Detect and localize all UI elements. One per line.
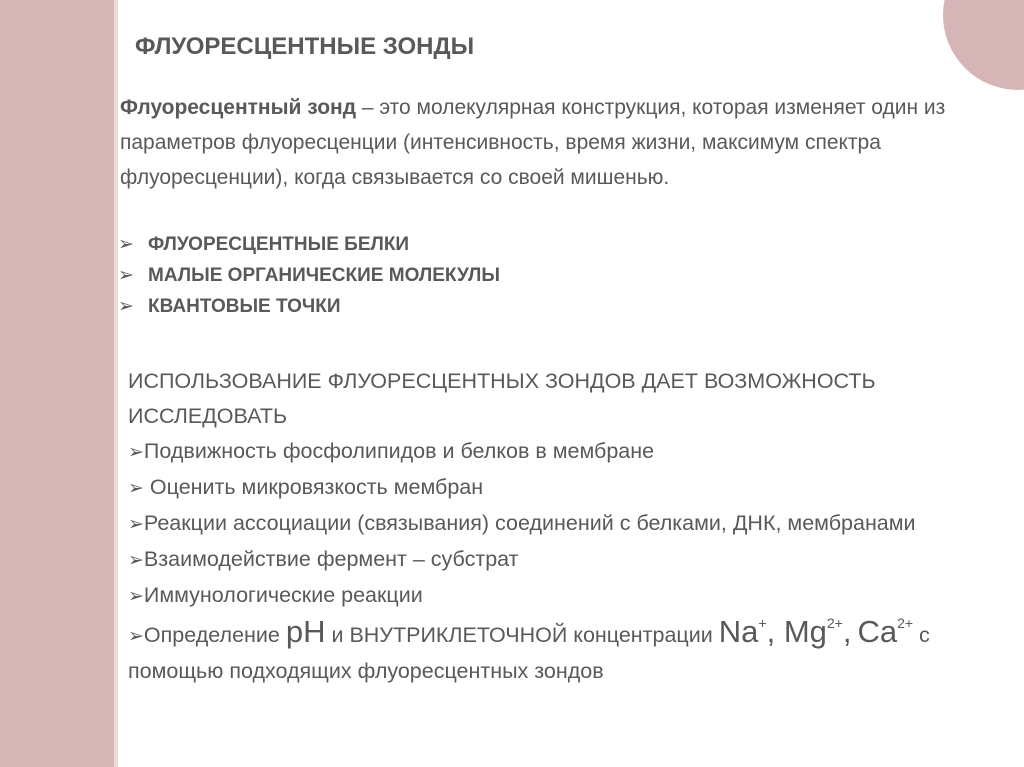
list-item-label: Подвижность фосфолипидов и белков в мембране [143, 439, 655, 463]
arrow-bullet-icon: ➢ [118, 296, 134, 317]
separator: , [766, 614, 784, 649]
list-item-label: ФЛУОРЕСЦЕНТНЫЕ БЕЛКИ [148, 234, 410, 255]
list-item [118, 229, 500, 260]
separator: , [842, 614, 852, 649]
list-item [128, 506, 998, 542]
sodium-symbol: Na [718, 614, 759, 649]
text-segment: с помощью подходящих флуоресцентных зондов [128, 623, 930, 683]
arrow-bullet-icon: ➢ [128, 550, 144, 571]
text-segment: Определение [143, 623, 286, 647]
magnesium-symbol: Mg [783, 614, 827, 649]
slide-title: ФЛУОРЕСЦЕНТНЫЕ ЗОНДЫ [135, 33, 475, 60]
list-item-label: Реакции ассоциации (связывания) соединений с белками, ДНК, мембранами [143, 511, 916, 535]
definition-term: Флуоресцентный зонд [120, 96, 357, 119]
list-item [128, 542, 998, 578]
calcium-symbol: Ca [857, 614, 898, 649]
usage-heading: ИСПОЛЬЗОВАНИЕ ФЛУОРЕСЦЕНТНЫХ ЗОНДОВ ДАЕТ ВОЗМОЖНОСТЬ ИССЛЕДОВАТЬ [128, 369, 876, 428]
arrow-bullet-icon: ➢ [128, 442, 144, 463]
calcium-charge: 2+ [897, 615, 914, 631]
left-decorative-band [0, 0, 114, 767]
list-item [128, 578, 998, 614]
arrow-bullet-icon: ➢ [128, 478, 144, 499]
arrow-bullet-icon: ➢ [118, 265, 134, 286]
arrow-bullet-icon: ➢ [128, 626, 144, 647]
arrow-bullet-icon: ➢ [128, 514, 144, 535]
band-edge-stripe [114, 0, 118, 767]
definition-paragraph [120, 90, 1000, 195]
ph-term: рН [285, 614, 326, 649]
definition-text: – это молекулярная конструкция, которая изменяет один из параметров флуоресценции (интенсивность, время жизни, максимум спектра флуоресценции), когда связывается со своей мишенью. [120, 96, 946, 189]
arrow-bullet-icon: ➢ [118, 234, 134, 255]
list-item-label: КВАНТОВЫЕ ТОЧКИ [148, 296, 341, 317]
list-item [128, 434, 998, 470]
usage-section [128, 364, 998, 689]
sodium-charge: + [758, 615, 767, 631]
list-item [118, 291, 500, 322]
arrow-bullet-icon: ➢ [128, 586, 144, 607]
list-item-ion-determination [128, 614, 998, 689]
text-segment: и ВНУТРИКЛЕТОЧНОЙ концентрации [325, 623, 719, 647]
probe-types-list [118, 229, 500, 322]
list-item-label: Оценить микровязкость мембран [143, 475, 484, 499]
corner-decorative-circle [943, 0, 1024, 90]
list-item-label: Иммунологические реакции [143, 583, 423, 607]
list-item-label: МАЛЫЕ ОРГАНИЧЕСКИЕ МОЛЕКУЛЫ [148, 265, 500, 286]
list-item [118, 260, 500, 291]
list-item [128, 470, 998, 506]
magnesium-charge: 2+ [826, 615, 843, 631]
list-item-label: Взаимодействие фермент – субстрат [143, 547, 519, 571]
